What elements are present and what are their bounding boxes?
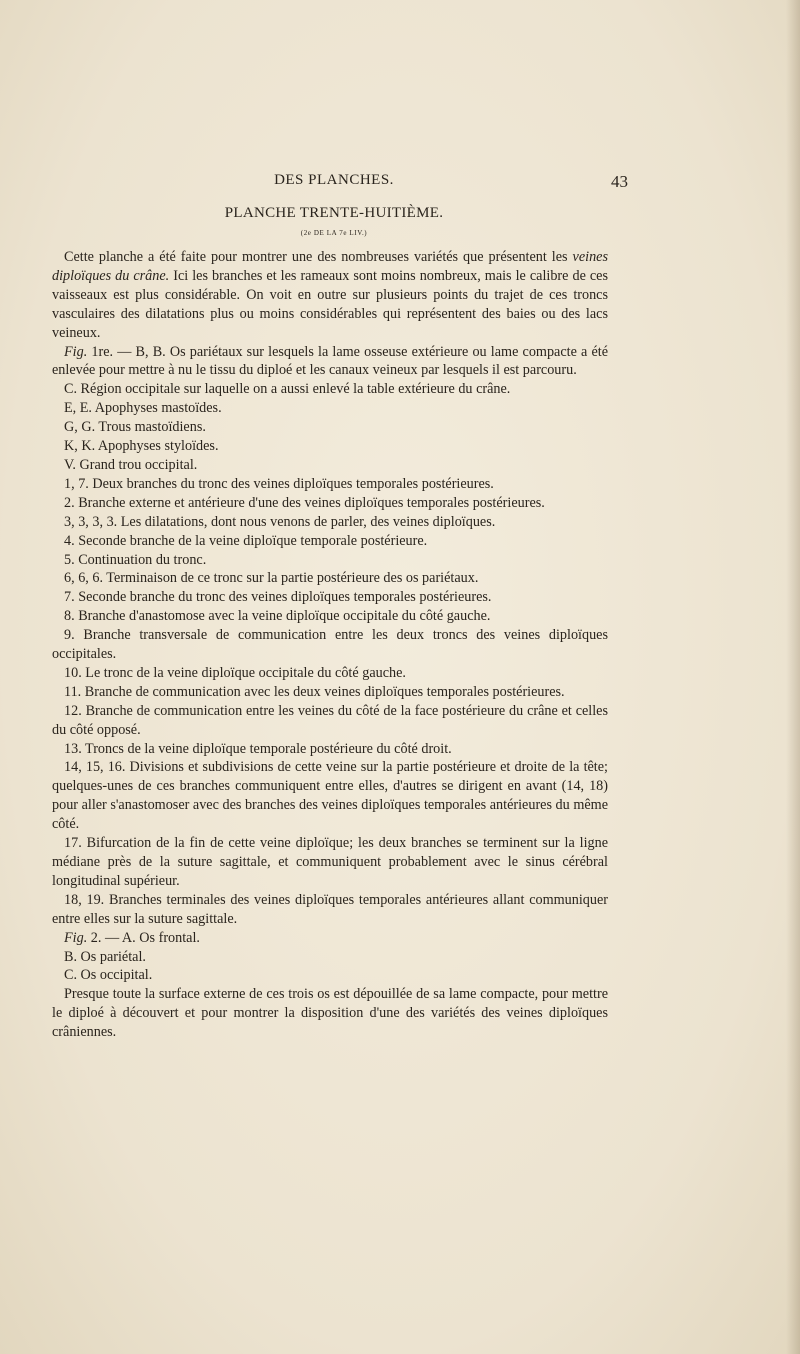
paragraph-text: 14, 15, 16. Divisions et subdivisions de cette veine sur la partie postérieure et droite de la tête; quelques-unes de ces branches communiquent entre elles, d'autres se dirigent en avant (14, 18) pour aller s'anastomoser avec des branches des veines diploïques temporales antérieures du même côté. <box>52 759 608 833</box>
paragraph <box>52 834 608 891</box>
running-title: DES PLANCHES. <box>274 172 394 188</box>
paragraph-text: 3, 3, 3, 3. Les dilatations, dont nous venons de parler, des veines diploïques. <box>64 513 496 530</box>
paragraph-text: V. Grand trou occipital. <box>64 456 198 473</box>
paragraph <box>52 494 608 513</box>
paragraph-tail: Ici les branches et les rameaux sont moins nombreux, mais le calibre de ces vaisseaux est plus considérable. On voit en outre sur plusieurs points du trajet de ces troncs vasculaires des dilatations plus ou moins considérables qui représentent des baies ou des lacs veineux. <box>52 267 608 341</box>
paragraph <box>52 248 608 343</box>
paragraph-lead: 2. — A. <box>87 929 136 946</box>
paragraph-lead-italic: Fig. <box>64 929 88 946</box>
paragraph <box>52 929 608 948</box>
paragraph <box>52 607 608 626</box>
plate-subtitle: (2e DE LA 7e LIV.) <box>300 229 368 237</box>
paragraph-text: G, G. Trous mastoïdiens. <box>64 419 206 436</box>
paragraph-text: 18, 19. Branches terminales des veines diploïques temporales antérieures allant communiquer entre elles sur la suture sagittale. <box>52 891 608 927</box>
plate-description <box>52 248 608 1042</box>
paragraph-text: B. Os pariétal. <box>64 948 146 965</box>
paragraph-text: Cette planche a été faite pour montrer une des nombreuses variétés que présentent les <box>64 249 573 265</box>
paragraph-text: 11. Branche de communication avec les deux veines diploïques temporales postérieures. <box>64 683 565 700</box>
paragraph <box>52 664 608 683</box>
plate-title: PLANCHE TRENTE-HUITIÈME. <box>224 205 444 221</box>
paragraph-text: 6, 6, 6. Terminaison de ce tronc sur la partie postérieure des os pariétaux. <box>64 570 479 587</box>
paragraph-text: Os frontal. <box>135 929 200 946</box>
paragraph <box>52 948 608 967</box>
paragraph-text: 1, 7. Deux branches du tronc des veines diploïques temporales postérieures. <box>64 475 494 492</box>
page-edge-shadow <box>786 0 800 1354</box>
paragraph-text: 4. Seconde branche de la veine diploïque temporale postérieure. <box>64 532 428 549</box>
paragraph <box>52 343 608 381</box>
paragraph <box>52 588 608 607</box>
paragraph <box>52 399 608 418</box>
paragraph <box>52 456 608 475</box>
paragraph <box>52 891 608 929</box>
paragraph <box>52 437 608 456</box>
paragraph <box>52 683 608 702</box>
paragraph <box>52 758 608 834</box>
paragraph-text: 2. Branche externe et antérieure d'une des veines diploïques temporales postérieures. <box>64 494 545 511</box>
paragraph-text: E, E. Apophyses mastoïdes. <box>64 400 222 417</box>
paragraph-lead-italic: Fig. <box>64 343 88 360</box>
paragraph-italic: veines diploïques du crâne. <box>52 249 608 284</box>
paragraph <box>52 985 608 1042</box>
paragraph-text: Presque toute la surface externe de ces trois os est dépouillée de sa lame compacte, pour mettre le diploé à découvert et pour montrer la disposition d'une des variétés des veines diploïques crâniennes. <box>52 986 608 1041</box>
paragraph-text: Os pariétaux sur lesquels la lame osseuse extérieure ou lame compacte a été enlevée pour mettre à nu le tissu du diploé et les canaux veineux par lesquels il est parcouru. <box>52 343 608 379</box>
paragraph-text: 13. Troncs de la veine diploïque temporale postérieure du côté droit. <box>64 740 452 757</box>
paragraph-text: 9. Branche transversale de communication entre les deux troncs des veines diploïques occipitales. <box>52 627 608 663</box>
paragraph <box>52 380 608 399</box>
paragraph-text: C. Région occipitale sur laquelle on a aussi enlevé la table extérieure du crâne. <box>64 381 511 398</box>
paragraph-text: 7. Seconde branche du tronc des veines diploïques temporales postérieures. <box>64 589 492 606</box>
paragraph-text: 17. Bifurcation de la fin de cette veine diploïque; les deux branches se terminent sur la ligne médiane près de la suture sagittale, et communiquent probablement avec le sinus cérébral longitudinal supérieur. <box>52 835 608 889</box>
paragraph <box>52 551 608 570</box>
paragraph <box>52 626 608 664</box>
page-number: 43 <box>611 172 628 191</box>
paragraph <box>52 740 608 759</box>
paragraph-text: C. Os occipital. <box>64 967 153 984</box>
paragraph-text: 8. Branche d'anastomose avec la veine diploïque occipitale du côté gauche. <box>64 608 491 625</box>
paragraph <box>52 475 608 494</box>
paragraph <box>52 513 608 532</box>
paragraph <box>52 532 608 551</box>
paragraph <box>52 418 608 437</box>
running-head <box>0 172 800 194</box>
paragraph-lead: 1re. — B, B. <box>87 343 166 360</box>
paragraph-text: 5. Continuation du tronc. <box>64 551 207 568</box>
paragraph-text: K, K. Apophyses styloïdes. <box>64 438 219 455</box>
paragraph <box>52 702 608 740</box>
paragraph-text: 10. Le tronc de la veine diploïque occipitale du côté gauche. <box>64 664 406 681</box>
paragraph-text: 12. Branche de communication entre les veines du côté de la face postérieure du crâne et celles du côté opposé. <box>52 702 608 738</box>
paragraph <box>52 569 608 588</box>
paragraph <box>52 966 608 985</box>
